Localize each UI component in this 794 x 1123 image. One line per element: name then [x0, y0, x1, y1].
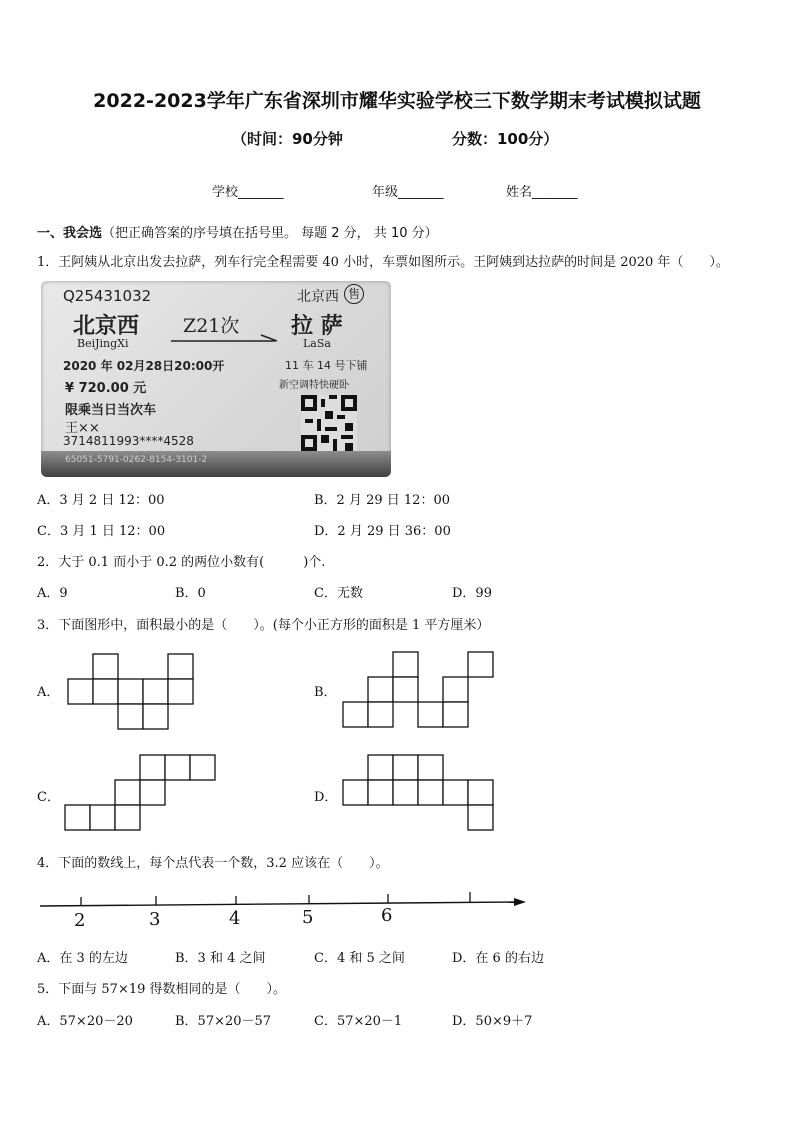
- ticket-to-pinyin: LaSa: [303, 337, 331, 350]
- ticket-serial: 65051-5791-0262-8154-3101-2: [65, 455, 208, 465]
- tick-label-4: 4: [229, 908, 241, 929]
- ticket-passenger: 王××: [65, 421, 100, 436]
- page-title: 2022-2023学年广东省深圳市耀华实验学校三下数学期末考试模拟试题: [93, 90, 701, 112]
- score-label: 分数：100分）: [452, 130, 559, 148]
- q2-option-c[interactable]: C．无数: [314, 586, 363, 601]
- ticket-station-badge: 北京西: [297, 289, 339, 305]
- q3-option-b[interactable]: B．: [314, 685, 337, 700]
- q5-option-a[interactable]: A．57×20－20: [37, 1014, 133, 1029]
- section-heading: [37, 222, 438, 241]
- q1-option-b[interactable]: B．2 月 29 日 12：00: [314, 493, 450, 508]
- tick-label-3: 3: [149, 909, 161, 930]
- q4-option-a[interactable]: A．在 3 的左边: [37, 951, 128, 966]
- ticket-id: 3714811993****4528: [63, 434, 194, 448]
- q2-option-d[interactable]: D．99: [452, 586, 492, 601]
- ticket-from: 北京西: [73, 313, 140, 339]
- school-field[interactable]: 学校_______: [212, 185, 284, 200]
- question-3-text: 3．下面图形中，面积最小的是（ ）。(每个小正方形的面积是 1 平方厘米）: [37, 618, 490, 633]
- tick-label-5: 5: [302, 907, 314, 928]
- q1-option-a[interactable]: A．3 月 2 日 12：00: [37, 493, 165, 508]
- q2-option-a[interactable]: A．9: [37, 586, 68, 601]
- q5-option-b[interactable]: B．57×20－57: [175, 1014, 272, 1029]
- ticket-seat: 11 车 14 号下铺: [285, 359, 368, 372]
- shape-d: [343, 755, 498, 835]
- grade-field[interactable]: 年级_______: [372, 185, 444, 200]
- q4-option-c[interactable]: C．4 和 5 之间: [314, 951, 405, 966]
- shape-b: [343, 652, 498, 732]
- q4-option-b[interactable]: B．3 和 4 之间: [175, 951, 266, 966]
- ticket-number: Q25431032: [63, 287, 152, 305]
- ticket-train: Z21次: [183, 315, 240, 337]
- q3-option-c[interactable]: C．: [37, 790, 60, 805]
- ticket-datetime: 2020 年 02月28日20:00开: [63, 359, 225, 373]
- shape-a: [68, 654, 198, 734]
- q5-option-c[interactable]: C．57×20－1: [314, 1014, 403, 1029]
- q3-option-d[interactable]: D．: [314, 790, 338, 805]
- section-title: 一、我会选: [37, 226, 103, 241]
- question-1-text: 1．王阿姨从北京出发去拉萨，列车行完全程需要 40 小时，车票如图所示。王阿姨到达拉萨的时间是 2020 年（ ）。: [37, 255, 729, 270]
- q2-option-b[interactable]: B．0: [175, 586, 206, 601]
- q3-option-a[interactable]: A．: [37, 685, 60, 700]
- tick-label-6: 6: [381, 905, 393, 926]
- ticket-to: 拉 萨: [291, 313, 343, 339]
- question-5-text: 5．下面与 57×19 得数相同的是（ ）。: [37, 982, 287, 997]
- tick-label-2: 2: [74, 910, 86, 931]
- question-2-text: 2．大于 0.1 而小于 0.2 的两位小数有( )个.: [37, 555, 326, 570]
- q4-option-d[interactable]: D．在 6 的右边: [452, 951, 544, 966]
- time-label: （时间：90分钟: [232, 130, 343, 148]
- ticket-sold-mark: 售: [344, 284, 364, 304]
- ticket-arrow-icon: [171, 333, 281, 347]
- name-field[interactable]: 姓名_______: [506, 185, 578, 200]
- ticket-price: ¥ 720.00 元: [65, 381, 147, 396]
- q1-option-d[interactable]: D．2 月 29 日 36：00: [314, 524, 451, 539]
- qr-code-icon: [301, 395, 357, 451]
- number-line: [36, 880, 536, 940]
- q1-option-c[interactable]: C．3 月 1 日 12：00: [37, 524, 166, 539]
- train-ticket-image: [41, 281, 391, 477]
- ticket-class: 新空调特快硬卧: [279, 380, 349, 391]
- section-instructions: （把正确答案的序号填在括号里。 每题 2 分， 共 10 分）: [102, 226, 438, 241]
- question-4-text: 4．下面的数线上，每个点代表一个数，3.2 应该在（ ）。: [37, 856, 389, 871]
- number-line-axis: [36, 880, 536, 940]
- ticket-limit: 限乘当日当次车: [65, 403, 157, 418]
- shape-c: [65, 755, 220, 835]
- q5-option-d[interactable]: D．50×9＋7: [452, 1014, 533, 1029]
- ticket-from-pinyin: BeiJingXi: [77, 337, 129, 350]
